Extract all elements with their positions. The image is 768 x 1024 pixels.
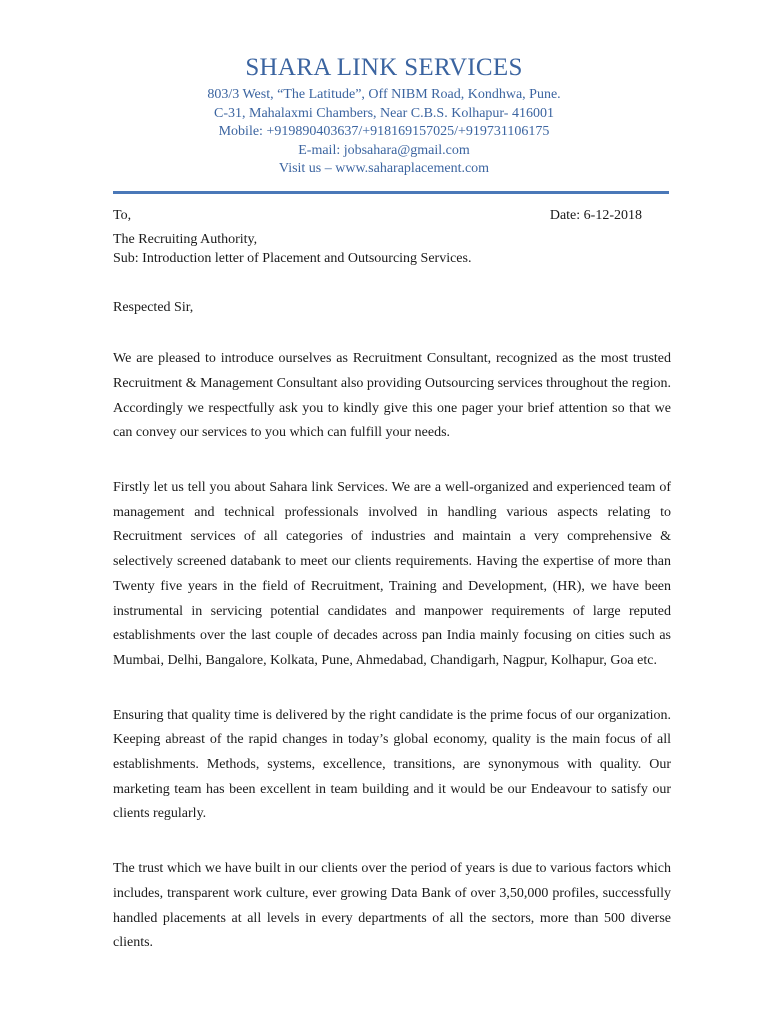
letterhead	[0, 52, 768, 179]
letter-body	[113, 206, 671, 956]
letterhead-divider	[113, 191, 669, 194]
address-line-kolhapur: C-31, Mahalaxmi Chambers, Near C.B.S. Kolhapur- 416001	[214, 105, 554, 121]
website-link: Visit us – www.saharaplacement.com	[278, 161, 490, 177]
email-address: E-mail: jobsahara@gmail.com	[298, 142, 470, 158]
recipient-block	[113, 231, 671, 268]
to-label: To,	[113, 208, 132, 223]
salutation: Respected Sir,	[113, 300, 194, 316]
letter-date: Date: 6-12-2018	[549, 208, 642, 223]
paragraph-client-trust: The trust which we have built in our clients over the period of years is due to various factors which includes, transparent work culture, ever growing Data Bank of over 3,50,000 profiles, successfully handled placements at all levels in every departments of all the sectors, more than 500 diverse clients.	[113, 861, 671, 951]
paragraph-about-company: Firstly let us tell you about Sahara link Services. We are a well-organized and experienced team of management and technical professionals involved in handling various aspects relating to Recruitment services of all categories of industries and maintain a very comprehensive & selectively screened databank to meet our clients requirements. Having the expertise of more than Twenty five years in the field of Recruitment, Training and Development, (HR), we have been instrumental in servicing potential candidates and manpower requirements of large reputed establishments over the last couple of decades across pan India mainly focusing on cities such as Mumbai, Delhi, Bangalore, Kolkata, Pune, Ahmedabad, Chandigarh, Nagpur, Kolhapur, Goa etc.	[113, 480, 671, 668]
subject-line: Sub: Introduction letter of Placement and Outsourcing Services.	[113, 250, 472, 266]
address-line-pune: 803/3 West, “The Latitude”, Off NIBM Road, Kondhwa, Pune.	[207, 87, 561, 102]
mobile-numbers: Mobile: +919890403637/+918169157025/+919731106175	[218, 124, 550, 140]
paragraph-introduction: We are pleased to introduce ourselves as Recruitment Consultant, recognized as the most trusted Recruitment & Management Consultant also providing Outsourcing services throughout the region. Accordingly we respectfully ask you to kindly give this one pager your brief attention so that we can convey our services to you which can fulfill your needs.	[113, 351, 671, 441]
recipient: The Recruiting Authority,	[113, 232, 258, 247]
to-date-row	[113, 206, 671, 225]
company-name: SHARA LINK SERVICES	[245, 54, 523, 81]
paragraph-quality-focus: Ensuring that quality time is delivered by the right candidate is the prime focus of our organization. Keeping abreast of the rapid changes in today’s global economy, quality is the main focus of all establishments. Methods, systems, excellence, transitions, are synonymous with quality. Our marketing team has been excellent in team building and it would be our Endeavour to satisfy our clients regularly.	[113, 707, 671, 822]
